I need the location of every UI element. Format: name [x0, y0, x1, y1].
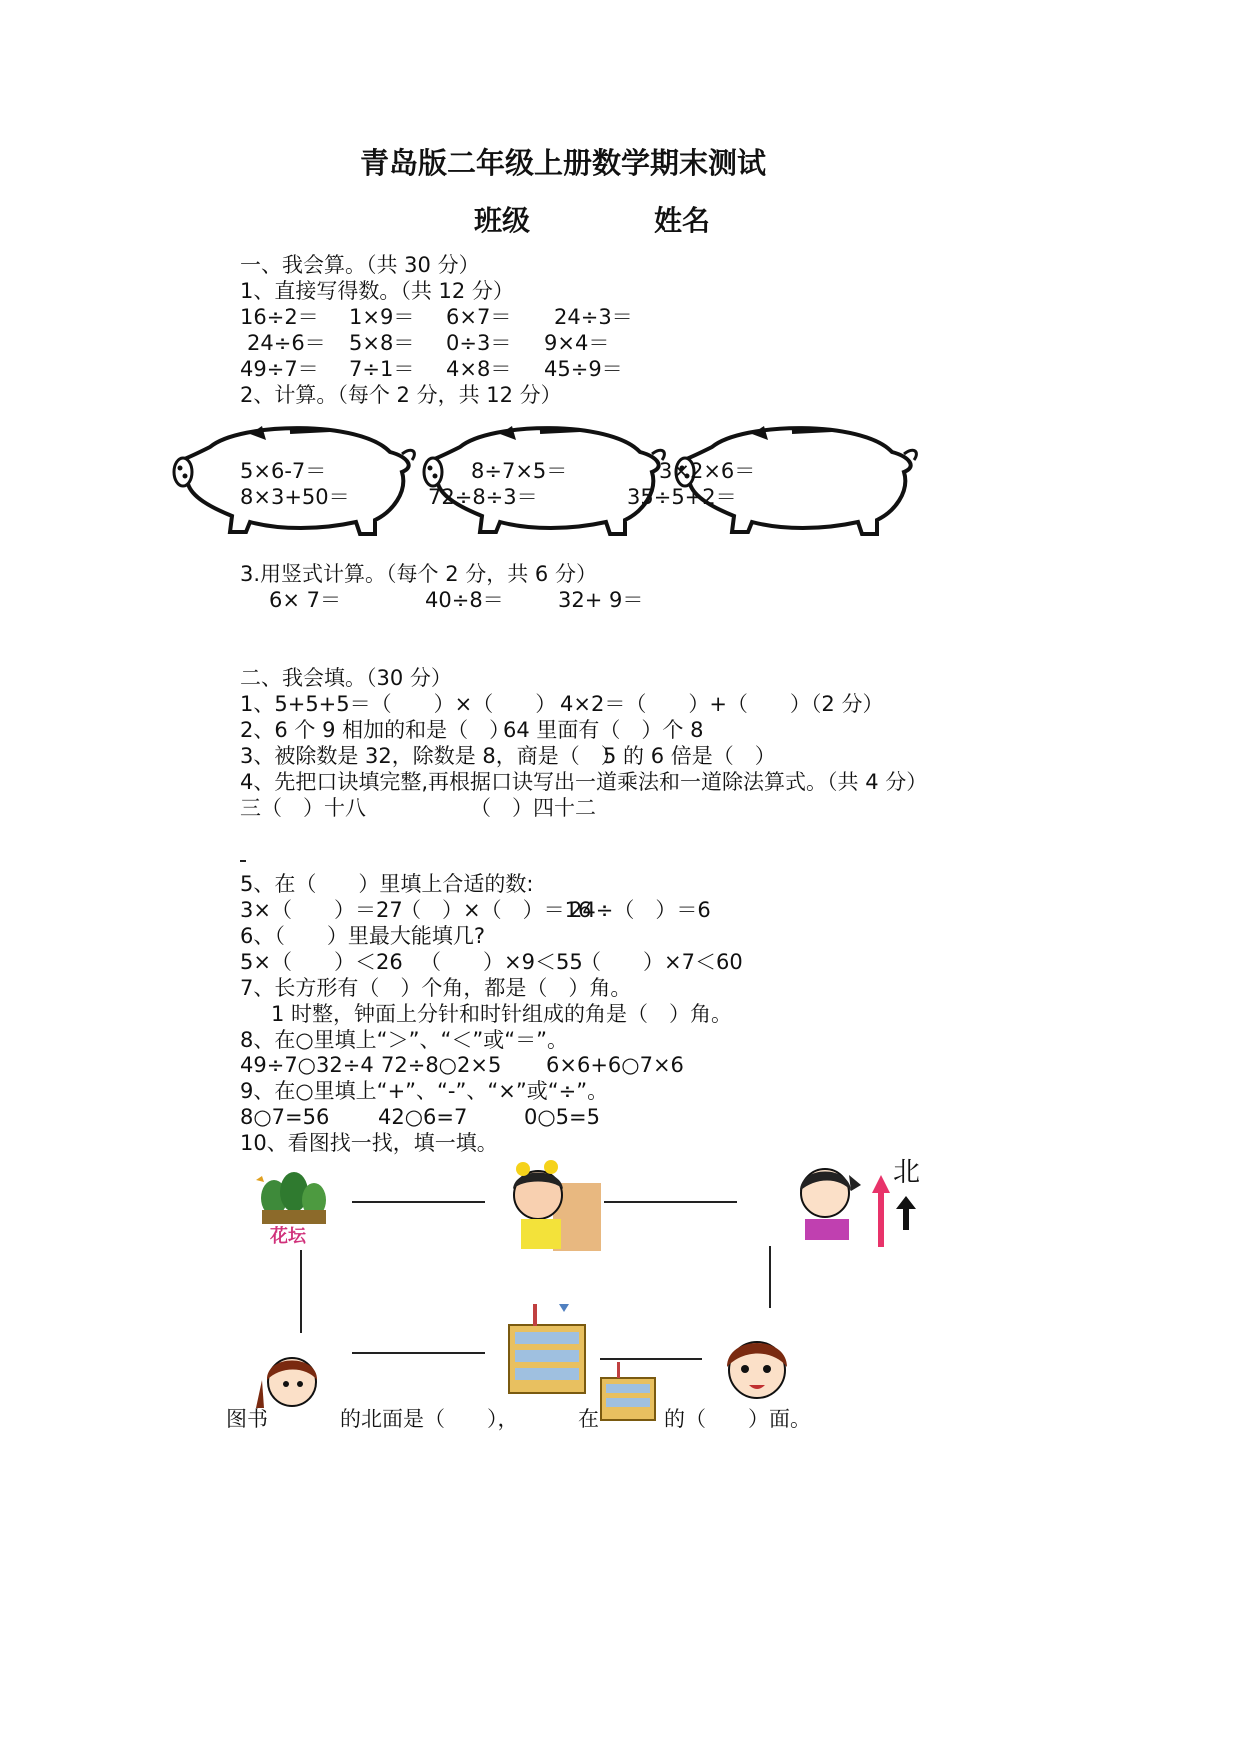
map-path: [352, 1201, 485, 1203]
q1-cell: 24÷3＝: [554, 305, 633, 329]
q-line: 1 时整，钟面上分针和时针组成的角是（ ）角。: [271, 1002, 733, 1026]
q-line: （ ）×（ ）＝16: [400, 898, 592, 922]
q2-item: 35÷5+2＝: [627, 485, 737, 509]
q3-label: 3.用竖式计算。（每个 2 分，共 6 分）: [240, 562, 597, 586]
q3-item: 32+ 9＝: [558, 588, 644, 612]
library-building-icon: [597, 1360, 659, 1422]
q1-cell: 9×4＝: [544, 331, 610, 355]
q1-cell: 6×7＝: [446, 305, 512, 329]
map-question: 的北面是（ ），: [340, 1407, 519, 1431]
garden-label: 花坛: [270, 1226, 306, 1247]
north-arrow-icon: [872, 1175, 890, 1247]
q-line: 5×（ ）＜26: [240, 950, 403, 974]
q-line: 5 的 6 倍是（ ）: [603, 744, 776, 768]
north-label: 北: [893, 1157, 920, 1188]
q2-label: 2、计算。（每个 2 分，共 12 分）: [240, 383, 562, 407]
q2-item: 8÷7×5＝: [471, 459, 568, 483]
class-label: 班级: [474, 204, 531, 237]
q-line: （ ）×7＜60: [580, 950, 743, 974]
q1-cell: 7÷1＝: [349, 357, 415, 381]
q-line: 10、看图找一找，填一填。: [240, 1131, 498, 1155]
q1-cell: 5×8＝: [349, 331, 415, 355]
q3-item: 6× 7＝: [269, 588, 341, 612]
q-line: 8○7=56: [240, 1105, 330, 1129]
q-line: 49÷7○32÷4: [240, 1053, 374, 1077]
section2-heading: 二、我会填。（30 分）: [240, 666, 452, 690]
q3-item: 40÷8＝: [425, 588, 504, 612]
q1-cell: 0÷3＝: [446, 331, 512, 355]
q-line: 5、在（ ）里填上合适的数:: [240, 872, 534, 896]
q1-cell: 45÷9＝: [544, 357, 623, 381]
page-title: 青岛版二年级上册数学期末测试: [360, 146, 767, 180]
section1-heading: 一、我会算。（共 30 分）: [240, 253, 480, 277]
q-line: 24÷（ ）＝6: [569, 898, 711, 922]
arrow-up-icon: [896, 1196, 916, 1230]
q2-item: 5×6-7＝: [240, 459, 327, 483]
q-line: 2、6 个 9 相加的和是（ ）: [240, 718, 511, 742]
q-line: （ ）×9＜55: [420, 950, 583, 974]
q-line: 4、先把口诀填完整,再根据口诀写出一道乘法和一道除法算式。（共 4 分）: [240, 770, 928, 794]
q-line: 0○5=5: [524, 1105, 601, 1129]
q-line: 3、被除数是 32，除数是 8，商是（ ）: [240, 744, 622, 768]
girl-icon: [493, 1153, 603, 1253]
q-line: 64 里面有（ ）个 8: [503, 718, 704, 742]
library-building-icon: [503, 1300, 591, 1395]
q-line: （ ）四十二: [470, 796, 596, 820]
girl-icon: [707, 1325, 807, 1410]
q-line: 9、在○里填上“+”、“-”、“×”或“÷”。: [240, 1079, 609, 1103]
name-label: 姓名: [654, 204, 711, 237]
q1-label: 1、直接写得数。（共 12 分）: [240, 279, 514, 303]
q1-cell: 4×8＝: [446, 357, 512, 381]
map-question: 图书: [226, 1407, 268, 1431]
map-question: 的（ ）面。: [664, 1407, 811, 1431]
map-question: 在: [578, 1407, 599, 1431]
q-line: 7、长方形有（ ）个角，都是（ ）角。: [240, 976, 632, 1000]
q2-item: 8×3+50＝: [240, 485, 350, 509]
q1-cell: 16÷2＝: [240, 305, 319, 329]
q-line: 3×（ ）＝27: [240, 898, 403, 922]
q1-cell: 24÷6＝: [247, 331, 326, 355]
q-line: 8、在○里填上“＞”、“＜”或“＝”。: [240, 1028, 568, 1052]
map-path: [352, 1352, 485, 1354]
q-line: 42○6=7: [378, 1105, 468, 1129]
map-path: [604, 1201, 737, 1203]
q-line: 4×2＝（ ）+（ ）（2 分）: [560, 692, 884, 716]
q-line: 三（ ）十八: [240, 796, 366, 820]
q-line: 1、5+5+5＝（ ）×（ ）: [240, 692, 557, 716]
map-path: [769, 1246, 771, 1308]
q1-cell: 1×9＝: [349, 305, 415, 329]
q-line: 72÷8○2×5: [381, 1053, 502, 1077]
q1-cell: 49÷7＝: [240, 357, 319, 381]
q-line: 6×6+6○7×6: [546, 1053, 684, 1077]
divider: [240, 860, 246, 862]
girl-icon: [785, 1155, 865, 1240]
q-line: 6、（ ）里最大能填几?: [240, 924, 486, 948]
map-path: [300, 1250, 302, 1333]
q2-item: 3×2×6＝: [659, 459, 756, 483]
q2-item: 72÷8÷3＝: [428, 485, 538, 509]
